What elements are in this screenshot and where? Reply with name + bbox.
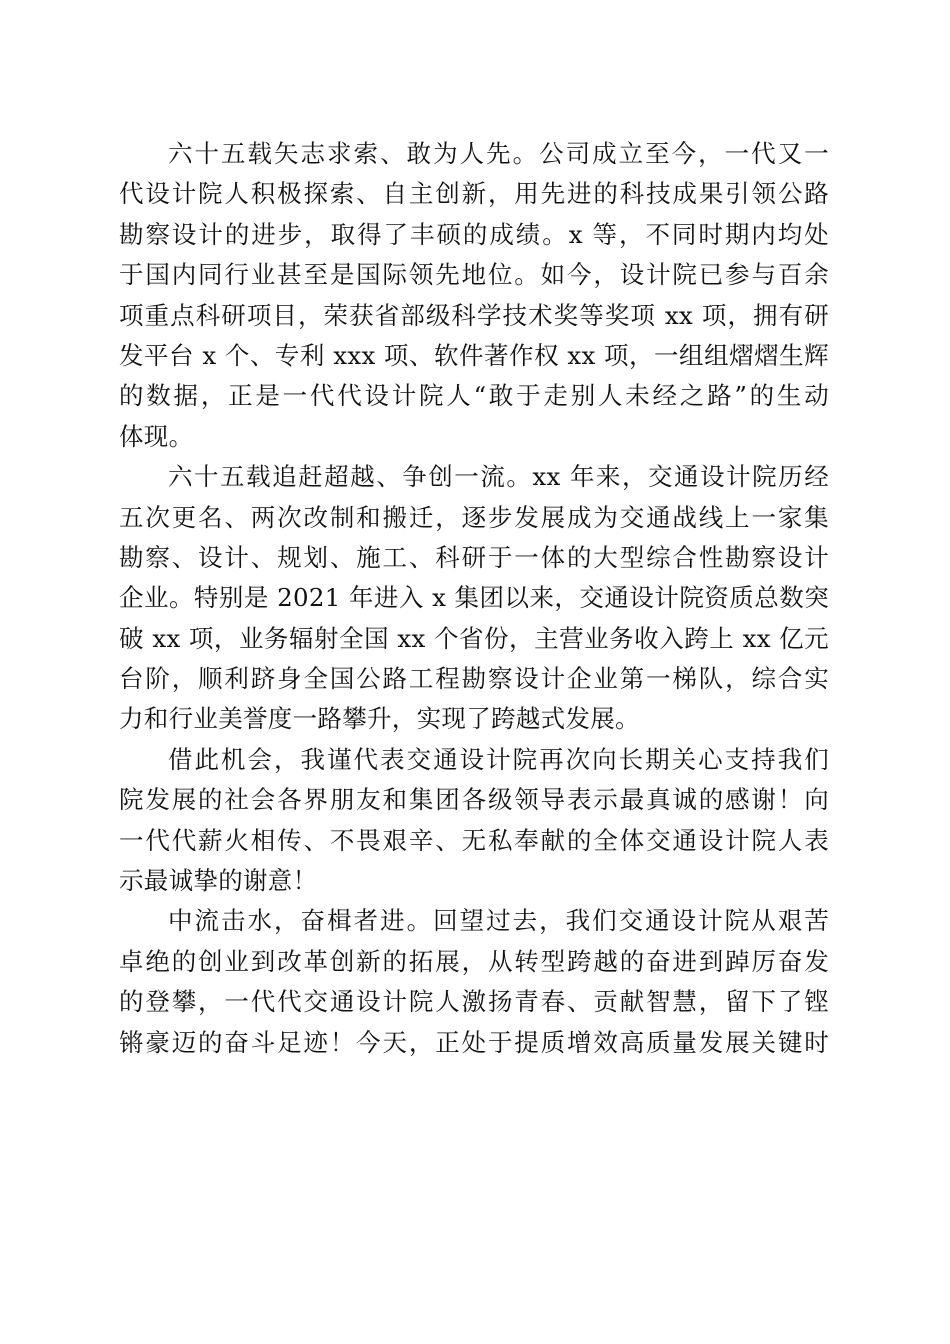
paragraph-line: 于国内同行业甚至是国际领先地位。如今，设计院已参与百余 [119,260,829,290]
document-body [119,134,829,1063]
paragraph-thanks [119,740,829,902]
paragraph-line: 的登攀，一代代交通设计院人激扬青春、贡献智慧，留下了铿 [119,987,829,1017]
paragraph-line: 体现。 [119,421,194,451]
paragraph-line: 六十五载矢志求索、敢为人先。公司成立至今，一代又一 [168,139,829,168]
paragraph-line: 企业。特别是 2021 年进入 x 集团以来，交通设计院资质总数突 [119,583,829,613]
paragraph-history [119,134,829,457]
paragraph-line: 破 xx 项，业务辐射全国 xx 个省份，主营业务收入跨上 xx 亿元 [119,623,829,653]
paragraph-line: 示最诚挚的谢意！ [119,866,318,896]
paragraph-line: 代设计院人积极探索、自主创新，用先进的科技成果引领公路 [119,179,829,209]
paragraph-line: 卓绝的创业到改革创新的拓展，从转型跨越的奋进到踔厉奋发 [119,946,829,976]
paragraph-line: 勘察、设计、规划、施工、科研于一体的大型综合性勘察设计 [119,542,829,572]
paragraph-line: 锵豪迈的奋斗足迹！今天，正处于提质增效高质量发展关键时 [119,1027,829,1057]
paragraph-development [119,457,829,740]
paragraph-line: 力和行业美誉度一路攀升，实现了跨越式发展。 [119,704,640,734]
paragraph-line: 院发展的社会各界朋友和集团各级领导表示最真诚的感谢！向 [119,785,829,815]
paragraph-outlook [119,901,829,1063]
paragraph-line: 台阶，顺利跻身全国公路工程勘察设计企业第一梯队，综合实 [119,664,829,694]
paragraph-line: 五次更名、两次改制和搬迁，逐步发展成为交通战线上一家集 [119,502,829,532]
paragraph-line: 六十五载追赶超越、争创一流。xx 年来，交通设计院历经 [168,462,829,492]
paragraph-line: 借此机会，我谨代表交通设计院再次向长期关心支持我们 [168,744,829,774]
paragraph-line: 发平台 x 个、专利 xxx 项、软件著作权 xx 项，一组组熠熠生辉 [119,340,829,370]
paragraph-line: 的数据，正是一代代设计院人“敢于走别人未经之路”的生动 [119,381,829,411]
paragraph-line: 一代代薪火相传、不畏艰辛、无私奉献的全体交通设计院人表 [119,825,829,855]
paragraph-line: 勘察设计的进步，取得了丰硕的成绩。x 等，不同时期内均处 [119,219,829,249]
paragraph-line: 中流击水，奋楫者进。回望过去，我们交通设计院从艰苦 [168,906,829,936]
paragraph-line: 项重点科研项目，荣获省部级科学技术奖等奖项 xx 项，拥有研 [119,300,829,330]
